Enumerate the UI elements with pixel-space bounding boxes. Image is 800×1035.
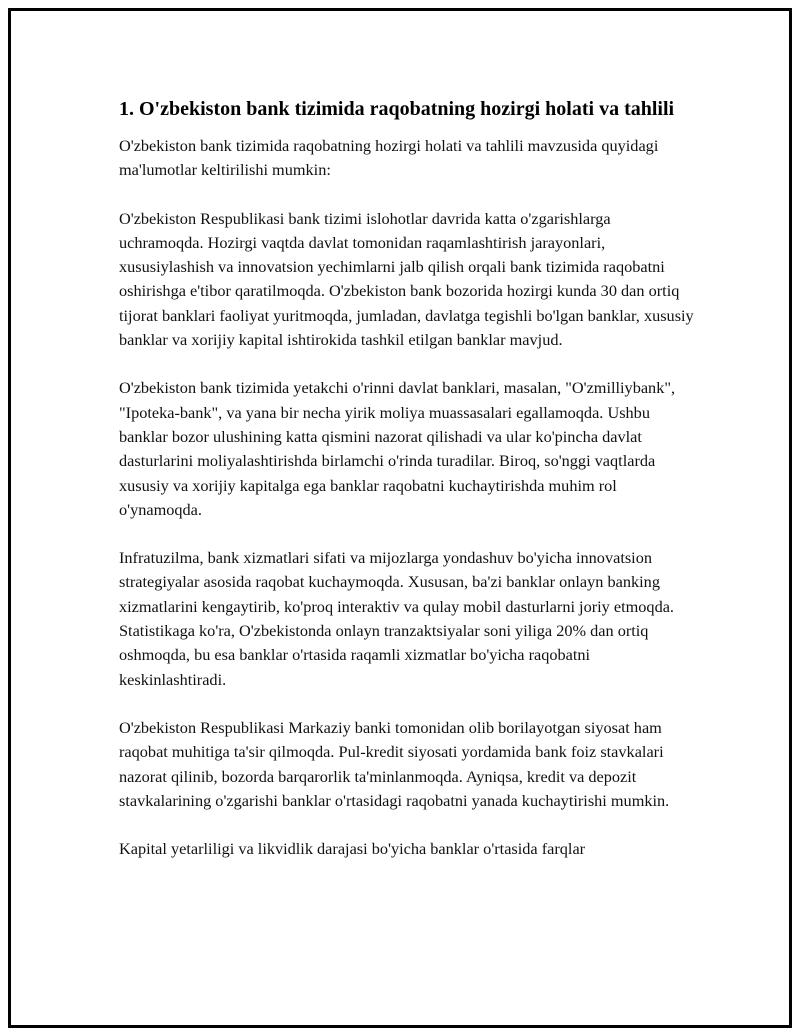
paragraph-state-banks: O'zbekiston bank tizimida yetakchi o'rinni davlat banklari, masalan, "O'zmilliybank", "Ipoteka-bank", va yana bir necha yirik moliya muassasalari egallamoqda. Ushbu banklar bozor ulushining katta qismini nazorat qilishadi va ular ko'pincha davlat dasturlarini moliyalashtirishda birlamchi o'rinda turadilar. Biroq, so'nggi vaqtlarda xususiy va xorijiy kapitalga ega banklar raqobatni kuchaytirishda muhim rol o'ynamoqda. (119, 378, 676, 519)
paragraph-innovation: Infratuzilma, bank xizmatlari sifati va mijozlarga yondashuv bo'yicha innovatsion strategiyalar asosida raqobat kuchaymoqda. Xususan, ba'zi banklar onlayn banking xizmatlarini kengaytirib, ko'proq interaktiv va qulay mobil dasturlarni joriy etmoqda. Statistikaga ko'ra, O'zbekistonda onlayn tranzaktsiyalar soni yiliga 20% dan ortiq oshmoqda, bu esa banklar o'rtasida raqamli xizmatlar bo'yicha raqobatni keskinlashtiradi. (119, 548, 675, 689)
paragraph-central-bank: O'zbekiston Respublikasi Markaziy banki tomonidan olib borilayotgan siyosat ham raqobat muhitiga ta'sir qilmoqda. Pul-kredit siyosati yordamida bank foiz stavkalari nazorat qilinib, bozorda barqarorlik ta'minlanmoqda. Ayniqsa, kredit va depozit stavkalarining o'zgarishi banklar o'rtasidagi raqobatni yanada kuchaytirishi mumkin. (119, 717, 670, 810)
section-heading: 1. O'zbekiston bank tizimida raqobatning hozirgi holati va tahlili (119, 98, 675, 120)
paragraph-banking-system: O'zbekiston Respublikasi bank tizimi islohotlar davrida katta o'zgarishlarga uchramoqda. Hozirgi vaqtda davlat tomonidan raqamlashtirish jarayonlari, xususiylashish va innovatsion yechimlarni jalb qilish orqali bank tizimida raqobatni oshirishga e'tibor qaratilmoqda. O'zbekiston bank bozorida hozirgi kunda 30 dan ortiq tijorat banklari faoliyat yuritmoqda, jumladan, davlatga tegishli bo'lgan banklar, xususiy banklar va xorijiy kapital ishtirokida tashkil etilgan banklar mavjud. (119, 208, 694, 350)
page-frame (8, 8, 792, 1028)
paragraph-capital: Kapital yetarliligi va likvidlik darajasi bo'yicha banklar o'rtasida farqlar (119, 839, 586, 859)
document-body (119, 97, 697, 885)
paragraph-intro: O'zbekiston bank tizimida raqobatning hozirgi holati va tahlili mavzusida quyidagi ma'lumotlar keltirilishi mumkin: (119, 136, 659, 180)
